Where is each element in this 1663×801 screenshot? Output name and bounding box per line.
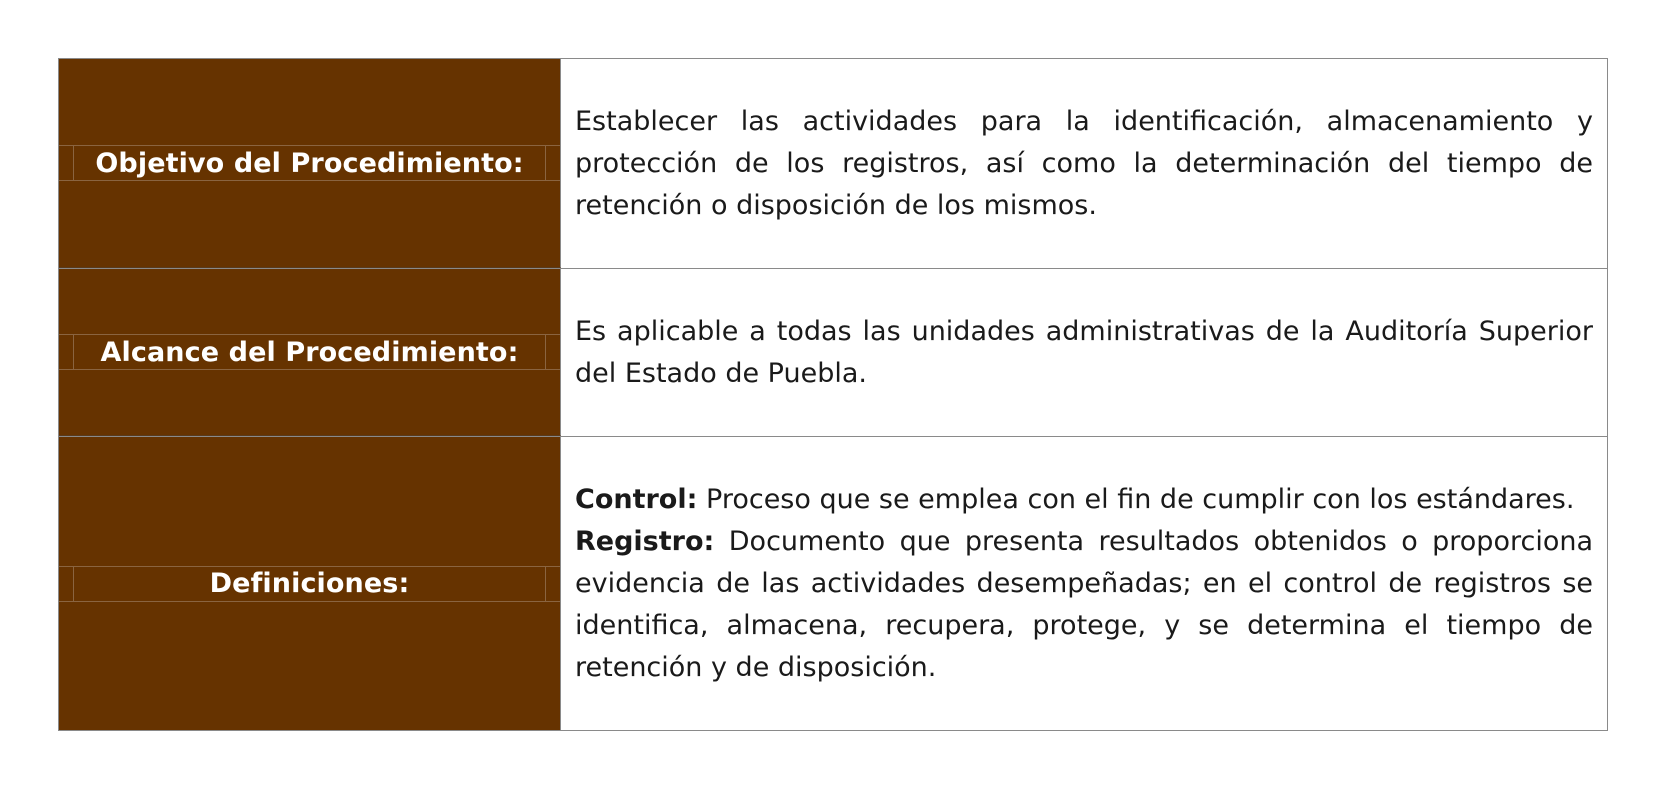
definition-term: Registro: [575, 525, 715, 557]
content-cell-objetivo [561, 59, 1607, 268]
definition-registro [575, 521, 1593, 689]
alcance-text: Es aplicable a todas las unidades administrativas de la Auditoría Superior del Estado de Puebla. [575, 315, 1593, 389]
table-row-objetivo [59, 59, 1607, 269]
table-row-definiciones [59, 437, 1607, 730]
label-strip [59, 334, 560, 370]
label-objetivo: Objetivo del Procedimiento: [95, 147, 524, 179]
label-alcance: Alcance del Procedimiento: [100, 336, 519, 368]
definition-text: Documento que presenta resultados obtenidos o proporciona evidencia de las actividades desempeñadas; en el control de registros se identifica, almacena, recupera, protege, y se determina el tiempo de retención y de disposición. [575, 525, 1593, 683]
content-cell-definiciones [561, 437, 1607, 730]
definition-text: Proceso que se emplea con el fin de cumplir con los estándares. [706, 483, 1575, 515]
label-cell-alcance [59, 269, 561, 436]
label-definiciones: Definiciones: [209, 568, 410, 599]
table-row-alcance [59, 269, 1607, 437]
definition-term: Control: [575, 483, 698, 515]
label-strip [59, 145, 560, 181]
label-strip [59, 566, 560, 602]
label-cell-objetivo [59, 59, 561, 268]
definiciones-list [575, 479, 1593, 689]
definition-control [575, 479, 1593, 521]
objetivo-text: Establecer las actividades para la identificación, almacenamiento y protección de los registros, así como la determinación del tiempo de retención o disposición de los mismos. [575, 105, 1593, 221]
label-cell-definiciones [59, 437, 561, 730]
content-cell-alcance [561, 269, 1607, 436]
procedure-table [58, 58, 1608, 731]
